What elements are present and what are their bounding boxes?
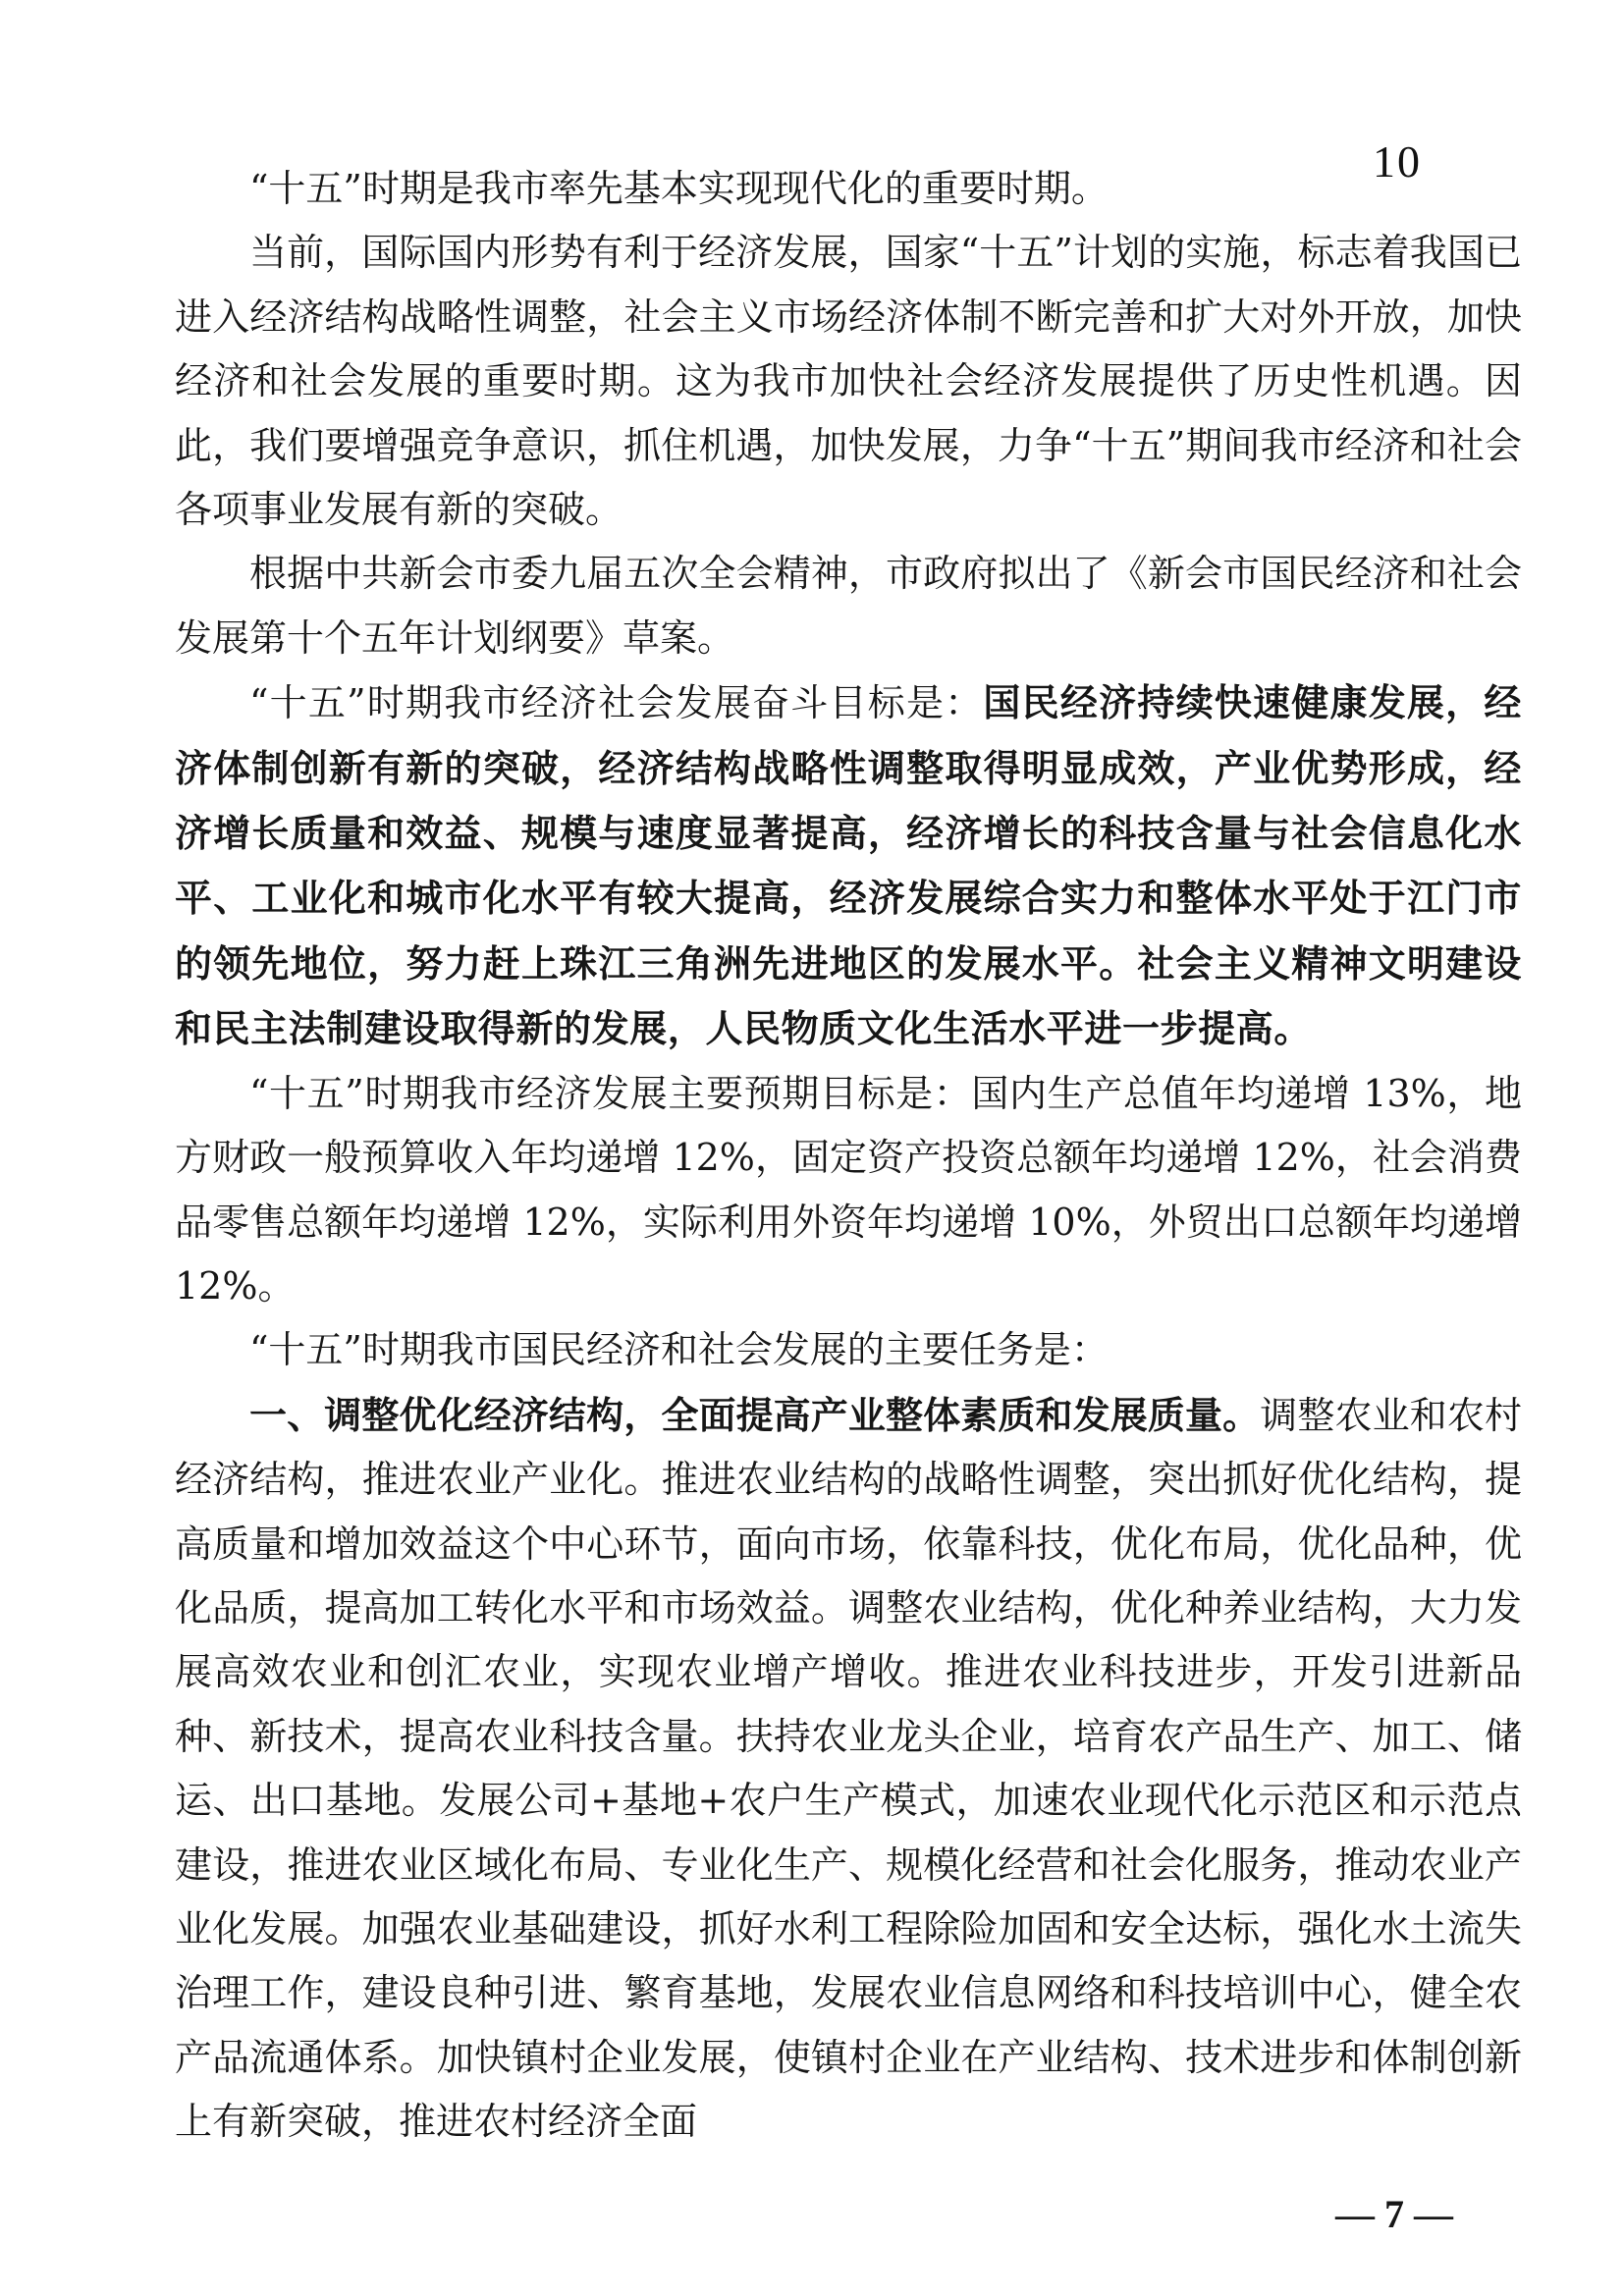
page-number: — 7 — xyxy=(1335,2192,1453,2236)
paragraph-targets: “十五”时期我市经济发展主要预期目标是：国内生产总值年均递增 13%，地方财政一般预算收入年均递增 12%，固定资产投资总额年均递增 12%，社会消费品零售总额年均递增 12%，实际利用外资年均递增 10%，外贸出口总额年均递增 12%。 xyxy=(175,1071,1522,1308)
paragraph-basis: 根据中共新会市委九届五次全会精神，市政府拟出了《新会市国民经济和社会发展第十个五年计划纲要》草案。 xyxy=(175,552,1522,660)
body-text xyxy=(175,157,1522,2155)
task-one-body: 调整农业和农村经济结构，推进农业产业化。推进农业结构的战略性调整，突出抓好优化结构，提高质量和增加效益这个中心环节，面向市场，依靠科技，优化布局，优化品种，优化品质，提高加工转化水平和市场效益。调整农业结构，优化种养业结构，大力发展高效农业和创汇农业，实现农业增产增收。推进农业科技进步，开发引进新品种、新技术，提高农业科技含量。扶持农业龙头企业，培育农产品生产、加工、储运、出口基地。发展公司+基地+农户生产模式，加速农业现代化示范区和示范点建设，推进农业区域化布局、专业化生产、规模化经营和社会化服务，推动农业产业化发展。加强农业基础建设，抓好水利工程除险加固和安全达标，强化水土流失治理工作，建设良种引进、繁育基地，发展农业信息网络和科技培训中心，健全农产品流通体系。加快镇村企业发展，使镇村企业在产业结构、技术进步和体制创新上有新突破，推进农村经济全面 xyxy=(175,1393,1522,2144)
goals-lead: “十五”时期我市经济社会发展奋斗目标是： xyxy=(249,681,984,725)
paragraph-situation: 当前，国际国内形势有利于经济发展，国家“十五”计划的实施，标志着我国已进入经济结构战略性调整，社会主义市场经济体制不断完善和扩大对外开放，加快经济和社会发展的重要时期。这为我市加快社会经济发展提供了历史性机遇。因此，我们要增强竞争意识，抓住机遇，加快发展，力争“十五”期间我市经济和社会各项事业发展有新的突破。 xyxy=(175,231,1522,532)
page-mark: 10 xyxy=(1373,136,1422,187)
paragraph-goals xyxy=(175,670,1522,1061)
task-one-heading: 一、调整优化经济结构，全面提高产业整体素质和发展质量。 xyxy=(249,1392,1261,1437)
goals-bold: 国民经济持续快速健康发展，经济体制创新有新的突破，经济结构战略性调整取得明显成效，产业优势形成，经济增长质量和效益、规模与速度显著提高，经济增长的科技含量与社会信息化水平、工业化和城市化水平有较大提高，经济发展综合实力和整体水平处于江门市的领先地位，努力赶上珠江三角洲先进地区的发展水平。社会主义精神文明建设和民主法制建设取得新的发展，人民物质文化生活水平进一步提高。 xyxy=(175,680,1522,1051)
paragraph-task-one xyxy=(175,1383,1522,2155)
paragraph-intro: “十五”时期是我市率先基本实现现代化的重要时期。 xyxy=(249,167,1109,210)
paragraph-tasks-intro: “十五”时期我市国民经济和社会发展的主要任务是： xyxy=(249,1328,1109,1372)
